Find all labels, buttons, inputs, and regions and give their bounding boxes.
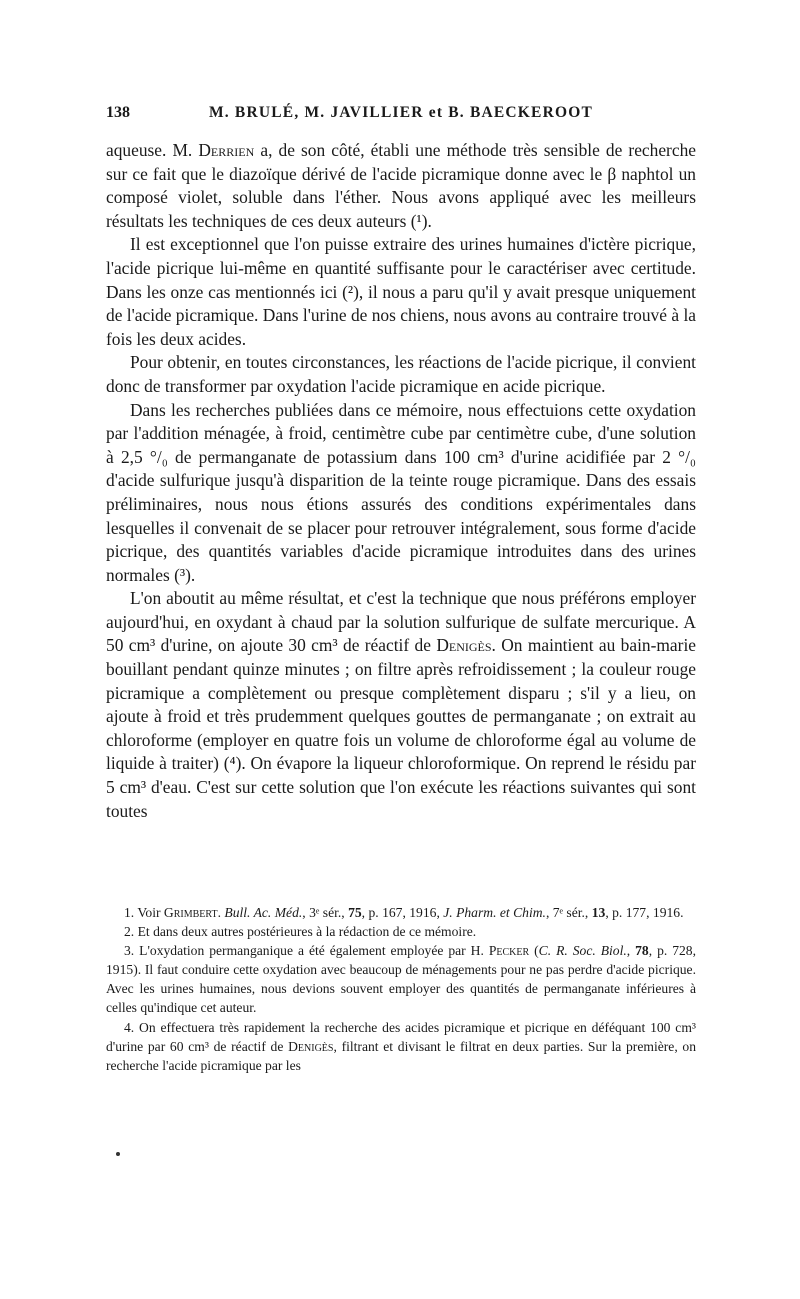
text-run: , filtrant et divisant le filtrat en deux parties. Sur la première, on recherche l'acide picramique par les — [106, 1038, 697, 1073]
text-run: a, de son côté, établi une méthode très sensible de recherche sur ce fait que le diazoïque dérivé de l'acide picramique donne avec le β naphtol un composé violet, soluble dans l'éther. Nous avons appliqué avec les meilleurs résultats les techniques de ces deux auteurs (¹). — [106, 140, 696, 231]
text-run: , p. 167, 1916, — [361, 905, 444, 920]
author-name-grimbert: Grimbert — [163, 905, 218, 920]
journal-title: Bull. Ac. Méd. — [224, 905, 303, 920]
volume-number: 13 — [591, 905, 606, 920]
text-run: L'on aboutit au même résultat, et c'est la technique que nous préférons employer aujourd'hui, en oxydant à chaud par la solution sulfurique de sulfate mercurique. A 50 cm³ d'urine, on ajoute 30 cm³ de réactif de — [106, 588, 696, 656]
text-run: aqueuse. M. — [106, 140, 199, 160]
paragraph-5 — [106, 587, 696, 823]
page-header — [106, 104, 696, 128]
paragraph-4: Dans les recherches publiées dans ce mémoire, nous effectuions cette oxydation par l'addition ménagée, à froid, centimètre cube par centimètre cube, d'une solution à 2,5 °/₀ de permanganate de potassium dans 100 cm³ d'urine acidifiée par 2 °/₀ d'acide sulfurique jusqu'à disparition de la teinte rouge picramique. Dans des essais préliminaires, nous nous étions assurés des conditions expérimentales dans lesquelles il convenait de se placer pour retrouver intégralement, sous forme d'acide picrique, des quantités variables d'acide picramique introduites dans des urines normales (³). — [106, 399, 696, 585]
author-name-deniges: Denigès — [436, 635, 492, 656]
body-text — [106, 139, 696, 823]
journal-title: C. R. Soc. Biol. — [538, 943, 627, 959]
text-run: 3. L'oxydation permanganique a été également employée par H. — [124, 943, 489, 959]
text-run: , p. 728, 1915). Il faut conduire cette oxydation avec beaucoup de ménagements pour ne pas perdre d'acide picrique. Avec les urines humaines, nous devions souvent employer des quantités de permanganate inférieures à celles qu'indique cet auteur. — [106, 943, 697, 1016]
paragraph-2: Il est exceptionnel que l'on puisse extraire des urines humaines d'ictère picrique, l'acide picrique lui-même en quantité suffisante pour le caractériser avec certitude. Dans les onze cas mentionnés ici (²), il nous a paru qu'il y avait presque uniquement de l'acide picramique. Dans l'urine de nos chiens, nous avons au contraire trouvé à la fois les deux acides. — [106, 234, 696, 349]
paragraph-3: Pour obtenir, en toutes circonstances, les réactions de l'acide picrique, il convient donc de transformer par oxydation l'acide picramique en acide picrique. — [106, 352, 696, 396]
text-run: 1. Voir — [124, 905, 164, 920]
volume-number: 78 — [635, 943, 649, 959]
text-run: 4. On effectuera très rapidement la recherche des acides picramique et picrique en déféquant 100 cm³ d'urine par 60 cm³ de réactif de — [106, 1019, 696, 1054]
text-run: , — [626, 943, 636, 959]
footnote-1 — [106, 903, 696, 922]
author-name-deniges: Denigès — [288, 1038, 334, 1054]
author-name-derrien: Derrien — [198, 140, 255, 160]
text-run: . — [217, 905, 225, 920]
ink-speck — [116, 1152, 120, 1156]
footnote-2: 2. Et dans deux autres postérieures à la rédaction de ce mémoire. — [124, 924, 477, 940]
text-run: . On maintient au bain-marie bouillant pendant quinze minutes ; on filtre après refroidissement ; la couleur rouge picramique a complètement ou presque complètement disparu ; s'il y a lieu, on ajoute à froid et très prudemment quelques gouttes de permanganate ; on extrait au chloroforme (employer en quatre fois un volume de chloroforme égal au volume de liquide à traiter) (⁴). On évapore la liqueur chloroformique. On reprend le résidu par 5 cm³ d'eau. C'est sur cette solution que l'on exécute les réactions suivantes qui sont toutes — [106, 635, 696, 821]
page-number: 138 — [106, 104, 130, 121]
journal-title: J. Pharm. et Chim. — [443, 905, 546, 920]
text-run: ( — [529, 943, 539, 959]
paragraph-1 — [106, 139, 696, 233]
text-run: , 3ᵉ sér., — [302, 905, 349, 920]
footnote-3 — [106, 941, 696, 1017]
footnotes — [106, 903, 696, 1075]
text-run: , 7ᵉ sér., — [545, 905, 592, 920]
text-run: , p. 177, 1916. — [605, 905, 684, 920]
running-head: M. BRULÉ, M. JAVILLIER et B. BAECKEROOT — [208, 104, 594, 121]
author-name-pecker: Pecker — [488, 943, 530, 959]
volume-number: 75 — [348, 905, 362, 920]
footnote-4 — [106, 1018, 696, 1075]
